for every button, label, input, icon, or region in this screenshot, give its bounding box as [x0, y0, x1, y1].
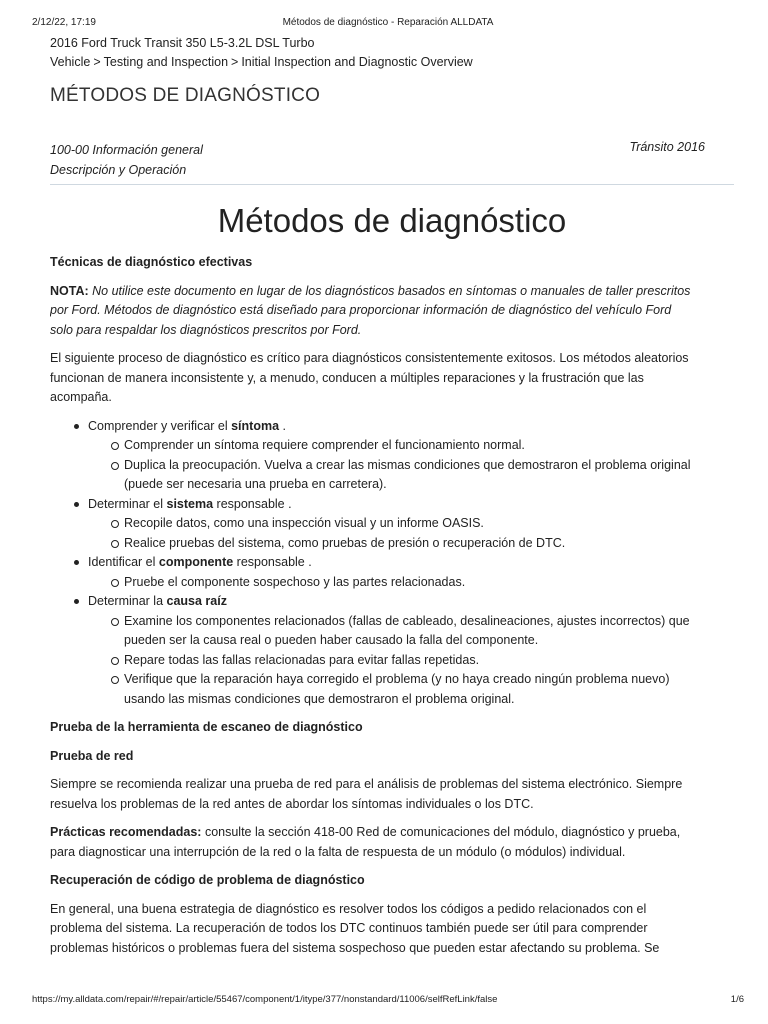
substep-list: [88, 514, 740, 553]
substep-item: [88, 573, 740, 593]
substep-line: pueden ser la causa real o pueden haber causado la falla del componente.: [124, 633, 539, 647]
substep-line: Repare todas las fallas relacionadas para evitar fallas repetidas.: [124, 652, 480, 667]
heading-recuperacion: Recuperación de código de problema de diagnóstico: [50, 873, 365, 887]
step-keyword: síntoma: [231, 418, 280, 433]
step-item: [50, 553, 740, 592]
document-title: Métodos de diagnóstico: [217, 202, 567, 239]
substep-list: [88, 573, 740, 593]
substep-line: Duplica la preocupación. Vuelva a crear las mismas condiciones que demostraron el problema original: [124, 457, 691, 472]
breadcrumb-item-vehicle[interactable]: Vehicle: [50, 55, 91, 69]
meta-section-code: 100-00 Información general: [50, 143, 203, 157]
note-paragraph: [50, 282, 740, 341]
general-line: problemas históricos o problemas fuera del sistema sospechoso que pueden estar afectando su problema. Se: [50, 940, 660, 955]
intro-line: El siguiente proceso de diagnóstico es crítico para diagnósticos consistentemente exitosos. Los métodos aleatorios: [50, 351, 689, 365]
breadcrumb-item-testing[interactable]: Testing and Inspection: [103, 55, 229, 69]
heading-tecnicas: Técnicas de diagnóstico efectivas: [50, 255, 253, 269]
general-line: problema del sistema. La recuperación de todos los DTC continuos también puede ser útil para comprender: [50, 921, 648, 935]
step-text: responsable .: [213, 496, 292, 511]
breadcrumb-item-initial-inspection[interactable]: Initial Inspection and Diagnostic Overview: [241, 55, 473, 69]
vehicle-name: 2016 Ford Truck Transit 350 L5-3.2L DSL Turbo: [50, 36, 315, 50]
page-number: 1/6: [730, 994, 744, 1005]
substep-item: [88, 534, 740, 554]
print-footer: [32, 994, 744, 1008]
substep-line: Pruebe el componente sospechoso y las partes relacionadas.: [124, 574, 466, 589]
step-item: [50, 592, 740, 709]
substep-item: [88, 651, 740, 671]
breadcrumb-separator: >: [231, 55, 239, 69]
network-test-line: Siempre se recomienda realizar una prueba de red para el análisis de problemas del sistema electrónico. Siempre: [50, 777, 683, 791]
network-test-paragraph: [50, 775, 740, 814]
substep-item: [88, 514, 740, 534]
general-strategy-paragraph: [50, 900, 740, 959]
note-line: solo para respaldar los diagnósticos prescritos por Ford.: [50, 322, 362, 337]
step-text: Determinar el: [88, 496, 167, 511]
breadcrumb-separator: >: [93, 55, 101, 69]
step-text: Identificar el: [88, 555, 159, 569]
heading-prueba-herramienta: Prueba de la herramienta de escaneo de diagnóstico: [50, 720, 363, 734]
substep-item: [88, 670, 740, 709]
substep-line: Comprender un síntoma requiere comprender el funcionamiento normal.: [124, 438, 525, 452]
intro-line: acompaña.: [50, 390, 112, 404]
substep-list: [88, 612, 740, 710]
substep-line: (puede ser necesaria una prueba en carretera).: [124, 477, 387, 491]
intro-line: funcionan de manera inconsistente y, a menudo, conducen a múltiples reparaciones y la frustración que las: [50, 370, 644, 385]
recommended-practices-paragraph: [50, 823, 740, 862]
article-body: [50, 253, 740, 967]
step-keyword: sistema: [166, 496, 214, 511]
practices-label: Prácticas recomendadas:: [50, 825, 202, 839]
note-line: por Ford. Métodos de diagnóstico está diseñado para proporcionar información de diagnóstico del vehículo Ford: [50, 303, 672, 317]
section-title: MÉTODOS DE DIAGNÓSTICO: [50, 85, 321, 106]
step-item: [50, 495, 740, 554]
print-datetime: 2/12/22, 17:19: [32, 17, 96, 28]
practices-line: consulte la sección 418-00 Red de comunicaciones del módulo, diagnóstico y prueba,: [201, 825, 681, 839]
print-header: [32, 17, 744, 31]
step-text: responsable .: [233, 555, 312, 569]
step-text: Comprender y verificar el: [88, 418, 232, 433]
network-test-line: resuelva los problemas de la red antes de abordar los síntomas individuales o los DTC.: [50, 796, 534, 811]
meta-model-year: Tránsito 2016: [629, 140, 705, 154]
step-text: .: [279, 418, 286, 433]
step-text: Determinar la: [88, 594, 167, 608]
step-item: [50, 417, 740, 495]
note-label: NOTA:: [50, 283, 89, 298]
substep-line: usando las mismas condiciones que demostraron el problema original.: [124, 691, 515, 706]
substep-line: Realice pruebas del sistema, como pruebas de presión o recuperación de DTC.: [124, 535, 566, 550]
substep-line: Recopile datos, como una inspección visual y un informe OASIS.: [124, 516, 484, 530]
substep-list: [88, 436, 740, 495]
print-page-title: Métodos de diagnóstico - Reparación ALLDATA: [282, 17, 494, 28]
substep-item: [88, 436, 740, 456]
diagnostic-steps-list: [50, 417, 740, 710]
general-line: En general, una buena estrategia de diagnóstico es resolver todos los códigos a pedido relacionados con el: [50, 901, 647, 916]
substep-item: [88, 456, 740, 495]
meta-description: Descripción y Operación: [50, 163, 187, 177]
meta-info: [50, 140, 203, 180]
note-line: No utilice este documento en lugar de los diagnósticos basados en síntomas o manuales de taller prescritos: [92, 283, 691, 298]
practices-line: para diagnosticar una interrupción de la red o la falta de respuesta de un módulo (o módulos) individual.: [50, 844, 626, 859]
page-url[interactable]: https://my.alldata.com/repair/#/repair/article/55467/component/1/itype/377/nonstandard/11006/selfRefLink/false: [32, 994, 498, 1005]
substep-line: Examine los componentes relacionados (fallas de cableado, desalineaciones, ajustes incorrectos) que: [124, 613, 690, 628]
substep-line: Verifique que la reparación haya corregido el problema (y no haya creado ningún problema nuevo): [124, 672, 670, 686]
breadcrumb: [50, 55, 473, 69]
divider: [50, 184, 734, 185]
step-keyword: componente: [158, 555, 234, 569]
step-keyword: causa raíz: [166, 594, 227, 608]
intro-paragraph: [50, 349, 740, 408]
heading-prueba-red: Prueba de red: [50, 748, 134, 763]
substep-item: [88, 612, 740, 651]
